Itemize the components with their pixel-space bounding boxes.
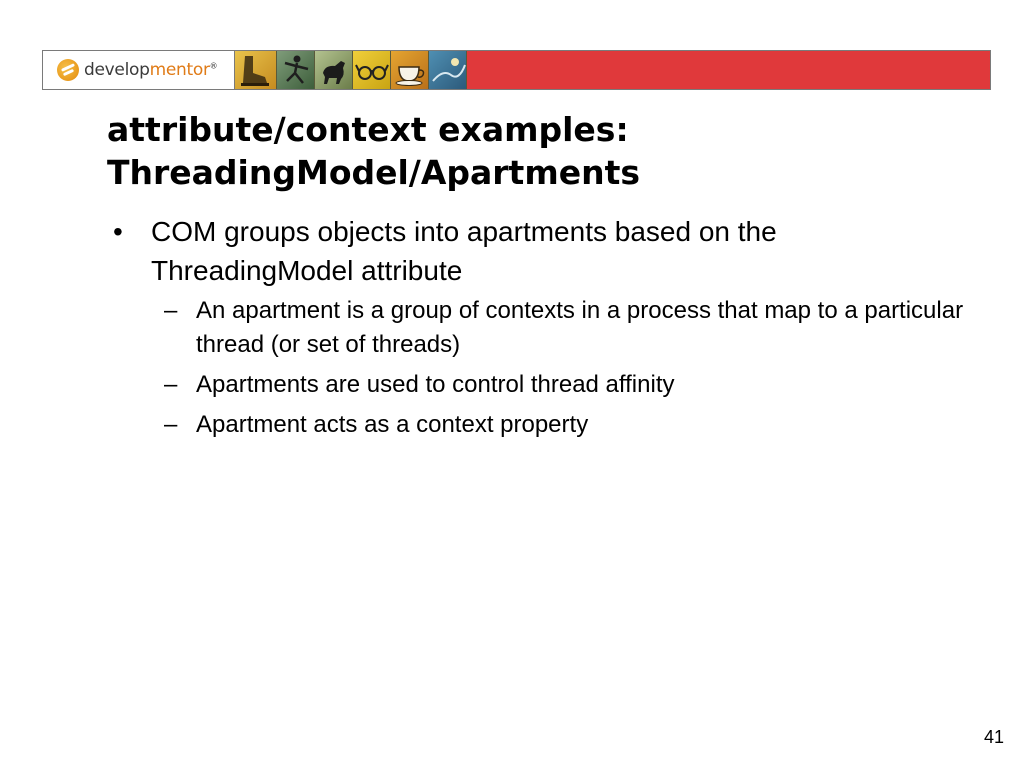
sub-bullet-text: An apartment is a group of contexts in a process that map to a particular thread (or set of threads): [196, 297, 964, 358]
logo-text: developmentor®: [84, 60, 218, 80]
bullet-dot-icon: •: [113, 216, 123, 247]
dash-icon: –: [164, 411, 178, 438]
boot-icon: [235, 51, 277, 89]
header-red-bar: [467, 51, 990, 89]
slide-number: 41: [983, 727, 1004, 747]
decorative-tile: [429, 51, 467, 89]
sub-bullet-list: [107, 294, 987, 442]
slide-title-line-2: ThreadingModel/Apartments: [107, 153, 641, 192]
bullet-item: [107, 212, 987, 290]
dash-icon: –: [164, 297, 178, 324]
dancer-icon: [277, 51, 315, 89]
slide-title: [107, 108, 640, 194]
bullet-text: COM groups objects into apartments based on the ThreadingModel attribute: [151, 216, 777, 286]
teacup-icon: [391, 51, 429, 89]
dog-icon: [315, 51, 353, 89]
image-strip: [235, 51, 467, 89]
sub-bullet-text: Apartment acts as a context property: [196, 411, 589, 438]
slide-title-line-1: attribute/context examples:: [107, 110, 629, 149]
dash-icon: –: [164, 371, 178, 398]
logo-swoosh-icon: [57, 59, 79, 81]
header-banner: [42, 50, 991, 90]
slide-body: [107, 212, 987, 448]
sub-bullet-item: [159, 294, 987, 362]
sub-bullet-item: [159, 408, 987, 442]
sub-bullet-text: Apartments are used to control thread affinity: [196, 371, 675, 398]
glasses-icon: [353, 51, 391, 89]
company-logo: [43, 51, 235, 89]
sub-bullet-item: [159, 368, 987, 402]
